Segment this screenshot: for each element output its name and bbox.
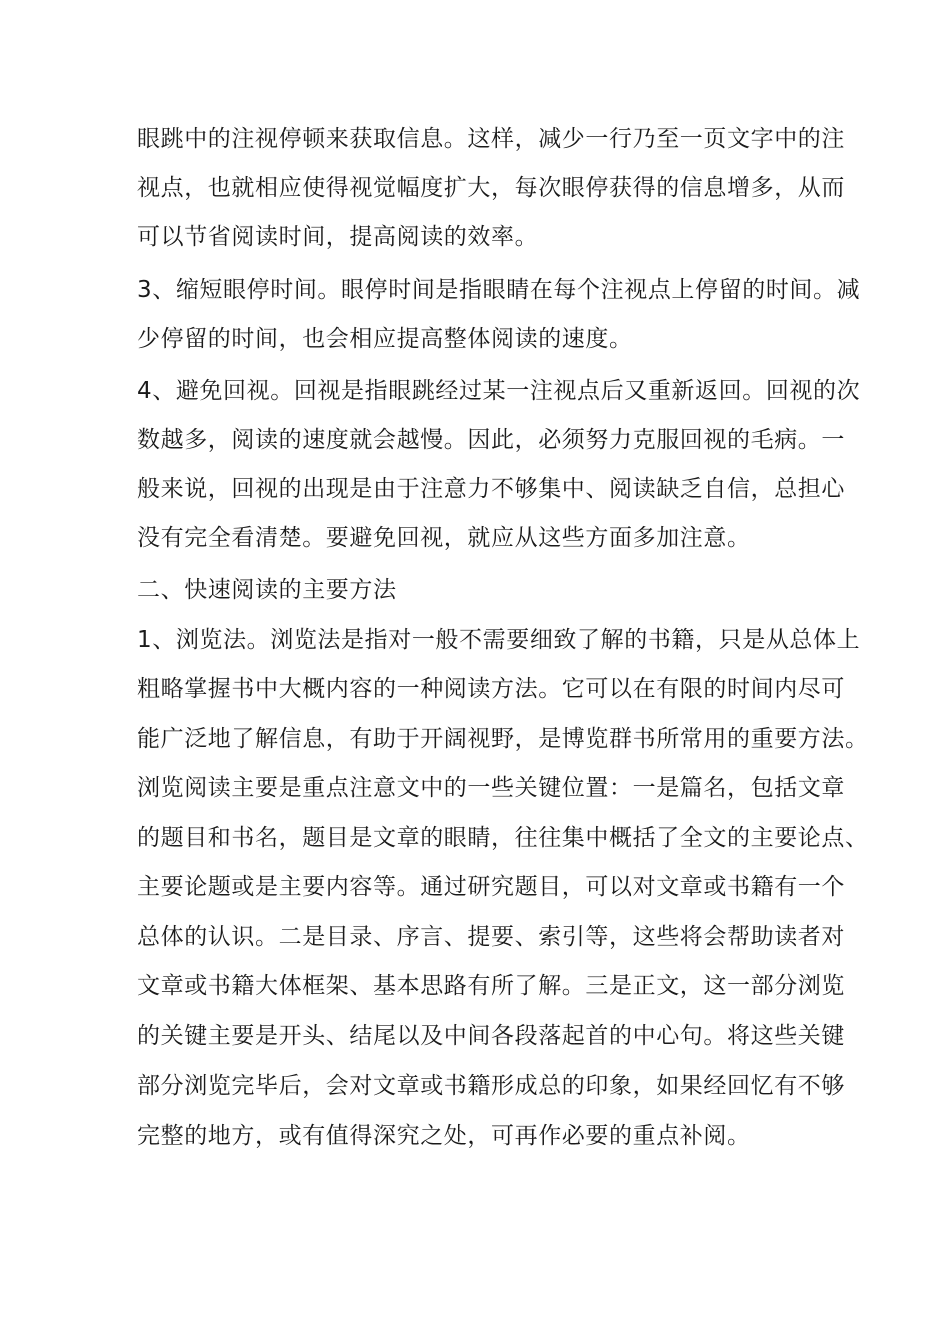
text-line: 数越多，阅读的速度就会越慢。因此，必须努力克服回视的毛病。一 xyxy=(137,427,845,453)
text-line: 1、浏览法。浏览法是指对一般不需要细致了解的书籍，只是从总体上 xyxy=(137,627,861,653)
text-line: 部分浏览完毕后，会对文章或书籍形成总的印象，如果经回忆有不够 xyxy=(137,1073,845,1099)
text-line: 4、避免回视。回视是指眼跳经过某一注视点后又重新返回。回视的次 xyxy=(137,378,861,404)
text-line: 主要论题或是主要内容等。通过研究题目，可以对文章或书籍有一个 xyxy=(137,874,845,900)
text-line: 可以节省阅读时间，提高阅读的效率。 xyxy=(137,224,539,250)
text-line: 文章或书籍大体框架、基本思路有所了解。三是正文，这一部分浏览 xyxy=(137,973,845,999)
section-heading: 二、快速阅读的主要方法 xyxy=(137,577,397,603)
text-line: 眼跳中的注视停顿来获取信息。这样，减少一行乃至一页文字中的注 xyxy=(137,126,845,152)
text-line: 浏览阅读主要是重点注意文中的一些关键位置：一是篇名，包括文章 xyxy=(137,775,845,801)
text-line: 的关键主要是开头、结尾以及中间各段落起首的中心句。将这些关键 xyxy=(137,1023,845,1049)
text-line: 总体的认识。二是目录、序言、提要、索引等，这些将会帮助读者对 xyxy=(137,924,845,950)
text-line: 般来说，回视的出现是由于注意力不够集中、阅读缺乏自信，总担心 xyxy=(137,476,845,502)
text-line: 没有完全看清楚。要避免回视，就应从这些方面多加注意。 xyxy=(137,525,751,551)
text-line: 完整的地方，或有值得深究之处，可再作必要的重点补阅。 xyxy=(137,1123,751,1149)
text-line: 的题目和书名，题目是文章的眼睛，往往集中概括了全文的主要论点、 xyxy=(137,825,869,851)
text-line: 能广泛地了解信息，有助于开阔视野，是博览群书所常用的重要方法。 xyxy=(137,726,869,752)
text-line: 3、缩短眼停时间。眼停时间是指眼睛在每个注视点上停留的时间。减 xyxy=(137,277,861,303)
text-line: 视点，也就相应使得视觉幅度扩大，每次眼停获得的信息增多，从而 xyxy=(137,175,845,201)
text-line: 少停留的时间，也会相应提高整体阅读的速度。 xyxy=(137,326,633,352)
text-line: 粗略掌握书中大概内容的一种阅读方法。它可以在有限的时间内尽可 xyxy=(137,676,845,702)
